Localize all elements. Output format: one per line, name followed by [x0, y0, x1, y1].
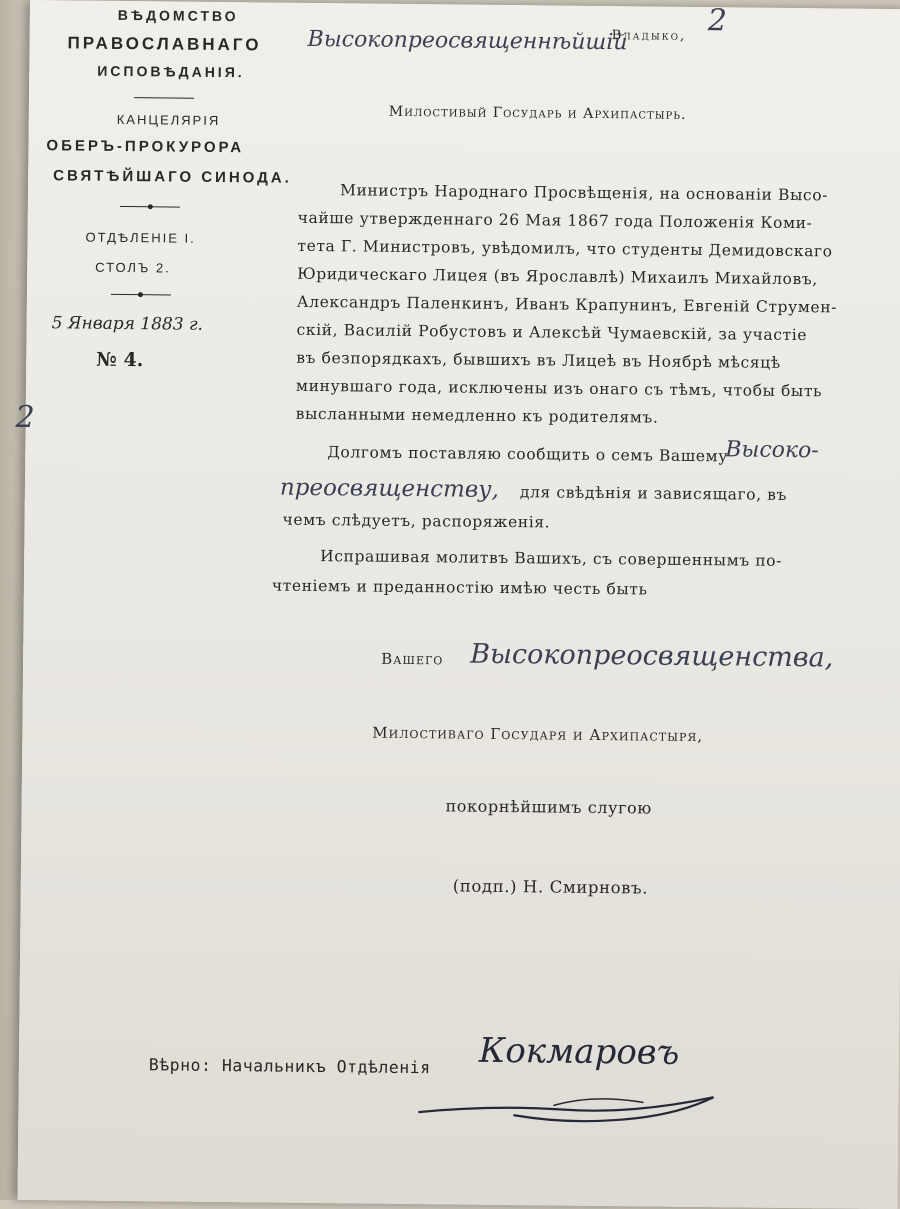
body-line: скій, Василій Робустовъ и Алексѣй Чумаевскій, за участіе: [296, 320, 808, 345]
body-line: Министръ Народнаго Просвѣщенія, на основаніи Высо-: [339, 181, 829, 205]
margin-note: 2: [15, 399, 35, 436]
body-line: чемъ слѣдуетъ, распоряженія.: [282, 510, 551, 532]
handwritten-address-title: Высокопреосвященнѣйшій: [307, 26, 628, 56]
body-line: минувшаго года, исключены изъ онаго съ тѣмъ, чтобы быть: [295, 376, 823, 401]
body-line: для свѣдѣнія и зависящаго, въ: [519, 483, 788, 504]
signature: Кокмаровъ: [478, 1030, 680, 1073]
certification-text: Вѣрно: Начальникъ Отдѣленія: [148, 1055, 431, 1078]
closing-line-3: покорнѣйшимъ слугою: [445, 796, 652, 818]
department-label: ОТДѢЛЕНІЕ I.: [85, 229, 196, 246]
letterhead-divider-1: [134, 97, 194, 99]
body-line: высланными немедленно къ родителямъ.: [295, 404, 659, 427]
desk-label: СТОЛЪ 2.: [95, 259, 171, 276]
address-vladyko: Владыко,: [611, 28, 687, 44]
closing-vashego: Вашего: [381, 649, 444, 669]
body-line: чтеніемъ и преданностію имѣю честь быть: [271, 576, 648, 599]
handwritten-closing-title: Высокопреосвященства,: [470, 638, 834, 674]
signed-by: (подп.) Н. Смирновъ.: [452, 876, 649, 898]
letterhead-line-4: КАНЦЕЛЯРІЯ: [116, 111, 221, 128]
letterhead-line-2: ПРАВОСЛАВНАГО: [67, 33, 262, 55]
corner-mark: 2: [707, 3, 728, 39]
salutation: Милостивый Государь и Архипастырь.: [388, 103, 687, 123]
letterhead-line-6: СВЯТѢЙШАГО СИНОДА.: [53, 167, 292, 187]
body-line: Испрашивая молитвъ Вашихъ, съ совершеннымъ по-: [320, 547, 783, 570]
document-date: 5 Января 1883 г.: [51, 313, 204, 335]
body-line: Юридическаго Лицея (въ Ярославлѣ) Михаилъ Михайловъ,: [297, 264, 818, 289]
body-line: въ безпорядкахъ, бывшихъ въ Лицеѣ въ Ноябрѣ мѣсяцѣ: [296, 348, 781, 372]
letterhead-line-3: ИСПОВѢДАНІЯ.: [97, 62, 245, 81]
handwritten-insert: преосвященству,: [279, 474, 500, 503]
body-line: Долгомъ поставляю сообщить о семъ Вашему: [327, 443, 729, 466]
divider-ornament: [138, 292, 143, 297]
document-page: [17, 0, 900, 1209]
handwritten-insert: Высоко-: [725, 437, 819, 464]
closing-line-2: Милостиваго Государя и Архипастыря,: [372, 723, 704, 746]
signature-flourish: [413, 1074, 744, 1127]
letterhead-line-5: ОБЕРЪ-ПРОКУРОРА: [46, 137, 245, 157]
document-number: № 4.: [96, 348, 144, 372]
body-line: чайше утвержденнаго 26 Мая 1867 года Положенія Коми-: [297, 208, 813, 233]
letterhead-line-1: ВѢДОМСТВО: [117, 6, 239, 25]
body-line: тета Г. Министровъ, увѣдомилъ, что студенты Демидовскаго: [297, 236, 833, 261]
body-line: Александръ Паленкинъ, Иванъ Крапунинъ, Евгеній Струмен-: [296, 292, 838, 317]
divider-ornament: [148, 204, 153, 209]
